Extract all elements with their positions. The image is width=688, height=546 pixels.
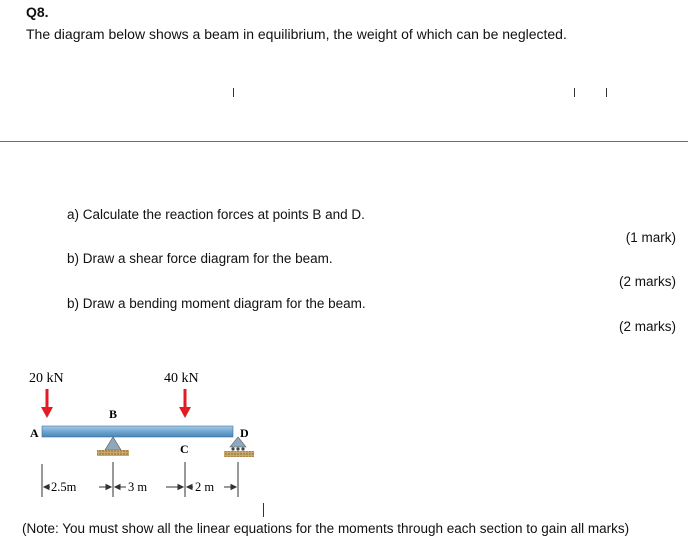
part-b-marks: (2 marks): [619, 274, 676, 289]
point-c-label: C: [180, 442, 189, 456]
part-a-marks: (1 mark): [625, 230, 676, 245]
part-b-text: b) Draw a shear force diagram for the beam.: [67, 251, 333, 266]
load-left-label: 20 kN: [29, 371, 64, 386]
note-text: (Note: You must show all the linear equations for the moments through each section to gain all marks): [22, 521, 630, 536]
point-d-label: D: [240, 426, 249, 440]
text-cursor: [263, 503, 264, 517]
dim-bc-label: 3 m: [128, 480, 148, 494]
part-a-text: a) Calculate the reaction forces at points B and D.: [67, 207, 365, 222]
part-c-marks: (2 marks): [619, 319, 676, 334]
question-intro: The diagram below shows a beam in equilibrium, the weight of which can be neglected.: [26, 26, 567, 42]
dim-cd-label: 2 m: [195, 480, 215, 494]
question-number: Q8.: [26, 4, 49, 20]
load-mid-label: 40 kN: [164, 371, 199, 386]
beam: [42, 426, 233, 437]
arrow-down-icon: [41, 389, 53, 418]
arrow-down-icon: [179, 389, 191, 418]
dim-ab-label: 2.5m: [51, 480, 77, 494]
pin-support-icon: [97, 437, 129, 456]
point-b-label: B: [109, 407, 118, 421]
roller-support-icon: [224, 437, 254, 457]
point-a-label: A: [30, 426, 39, 440]
part-c-text: b) Draw a bending moment diagram for the beam.: [67, 296, 366, 311]
